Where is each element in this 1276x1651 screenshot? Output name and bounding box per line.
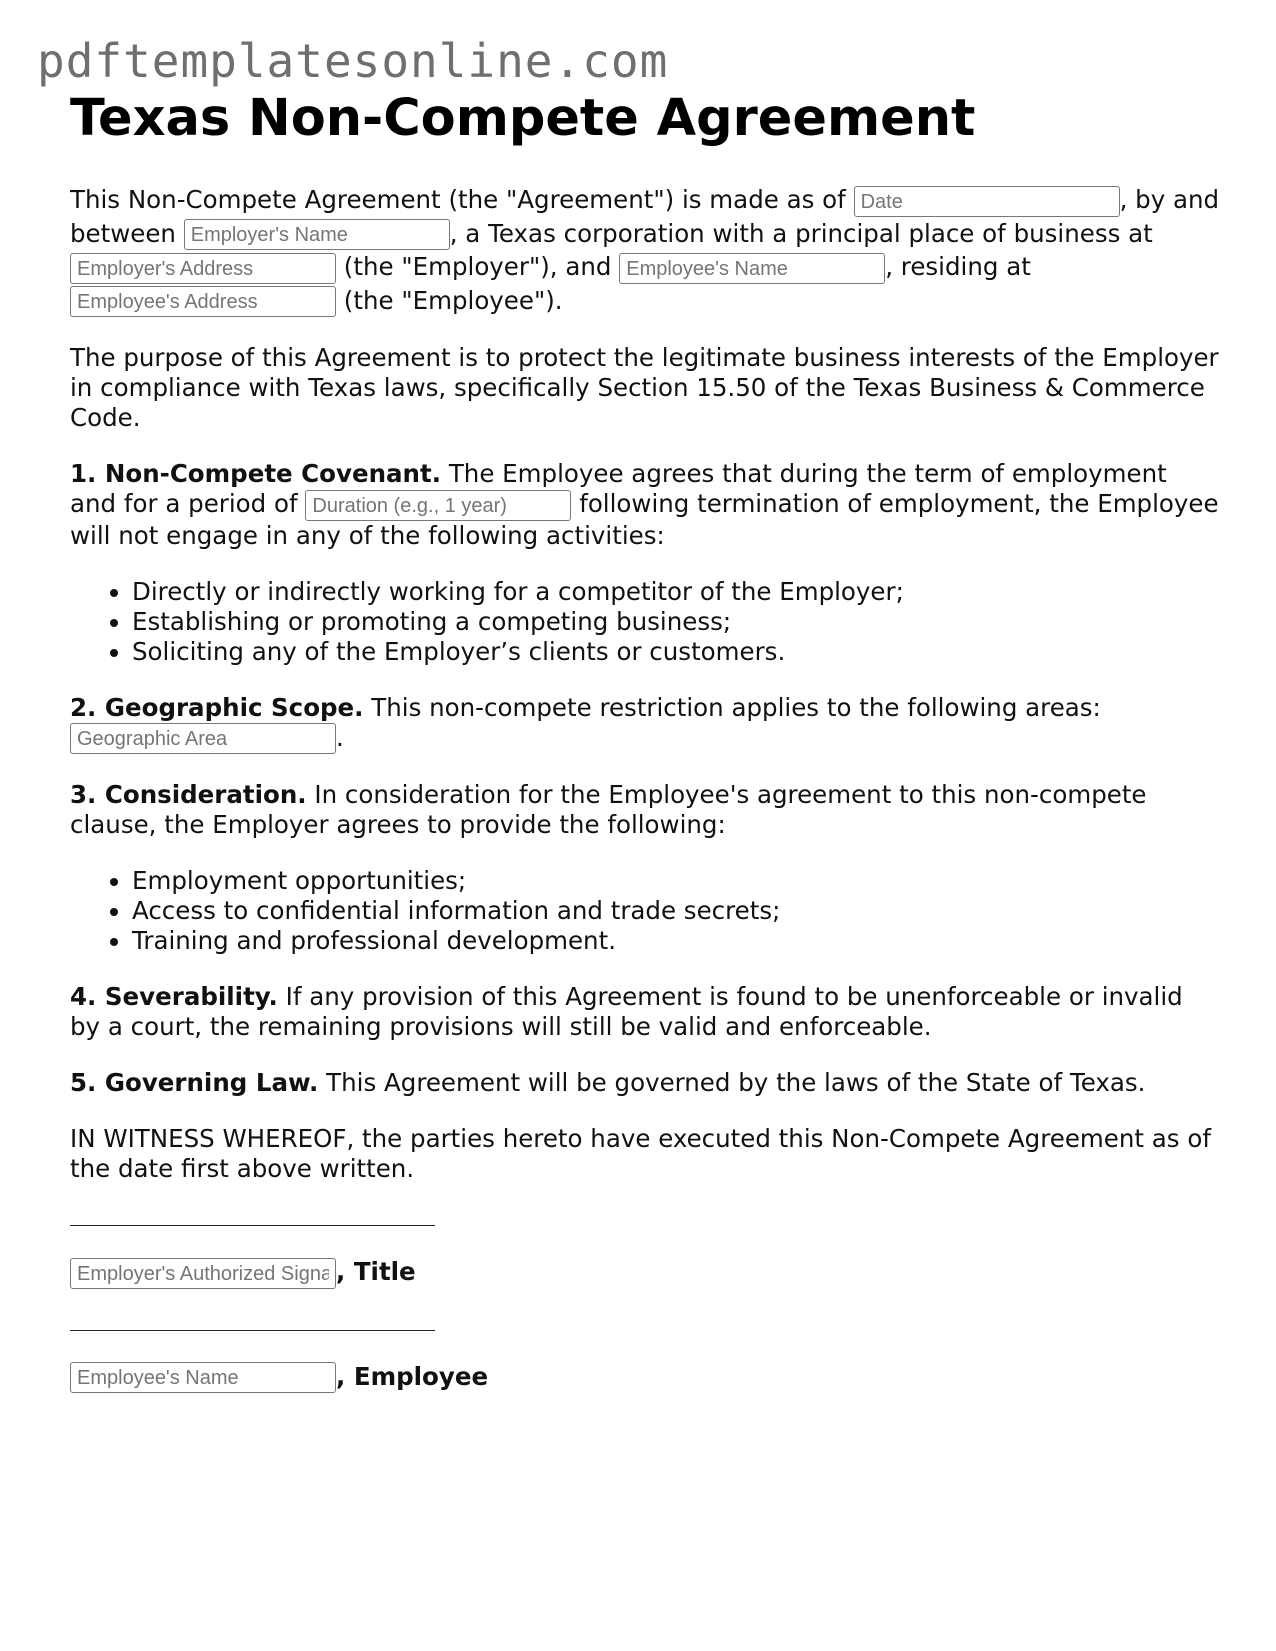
employer-name-field[interactable] (184, 219, 450, 250)
section-consideration: 3. Consideration. In consideration for the Employee's agreement to this non-compete clause, the Employer agrees to provide the following: (70, 780, 1147, 839)
employee-signature-name-field[interactable] (70, 1362, 336, 1393)
page-title: Texas Non-Compete Agreement (70, 89, 976, 148)
purpose-paragraph: The purpose of this Agreement is to protect the legitimate business interests of the Employer in compliance with Texas laws, specifically Section 15.50 of the Texas Business & Commerce Code. (70, 343, 1219, 432)
section-heading: 3. Consideration. (70, 780, 307, 809)
section-heading: 2. Geographic Scope. (70, 692, 364, 722)
list-item: • Directly or indirectly working for a competitor of the Employer; (132, 577, 1220, 607)
title-label: , Title (336, 1257, 416, 1286)
document (70, 88, 1220, 1393)
employee-name-field[interactable] (619, 253, 885, 284)
section-heading: 5. Governing Law. (70, 1068, 319, 1097)
employee-address-field[interactable] (70, 286, 336, 317)
section-severability: 4. Severability. If any provision of this Agreement is found to be unenforceable or invalid by a court, the remaining provisions will still be valid and enforceable. (70, 982, 1183, 1041)
witness-paragraph: IN WITNESS WHEREOF, the parties hereto have executed this Non-Compete Agreement as of the date first above written. (70, 1124, 1211, 1183)
duration-field[interactable] (305, 490, 571, 521)
list-item: • Soliciting any of the Employer’s clients or customers. (132, 637, 1220, 667)
list-item: • Establishing or promoting a competing business; (132, 607, 1220, 637)
employer-signatory-field[interactable] (70, 1258, 336, 1289)
employer-signature-row (70, 1256, 1220, 1289)
employer-signature-line (70, 1224, 435, 1226)
section-non-compete: 1. Non-Compete Covenant. The Employee agrees that during the term of employment and for a period of Duration (e.g., 1 year) following termination of employment, the Employee will not engage in any of the following activities: (70, 459, 1220, 551)
section-governing-law: 5. Governing Law. This Agreement will be governed by the laws of the State of Texas. (70, 1068, 1146, 1097)
employee-label: , Employee (336, 1361, 489, 1391)
section-heading: 1. Non-Compete Covenant. (70, 459, 442, 488)
employer-address-field[interactable] (70, 253, 336, 284)
section-geographic-scope: 2. Geographic Scope. This non-compete restriction applies to the following areas: Geographic Area. (70, 693, 1220, 755)
watermark: pdftemplatesonline.com (37, 34, 669, 88)
employee-signature-line (70, 1329, 435, 1331)
section-heading: 4. Severability. (70, 982, 278, 1011)
consideration-list (70, 866, 1220, 956)
list-item: • Employment opportunities; (132, 866, 1220, 896)
list-item: • Access to confidential information and trade secrets; (132, 896, 1220, 926)
list-item: • Training and professional development. (132, 926, 1220, 956)
employee-signature-row (70, 1361, 1220, 1394)
intro-paragraph: This Non-Compete Agreement (the "Agreement") is made as of Date , by and between Employer's Name , a Texas corporation with a principal place of business at Employer's Address (the "Employer"), and Employee's Name , residing at Employee's Address (the "Employee"). (70, 183, 1220, 317)
date-field[interactable] (854, 186, 1120, 217)
activities-list (70, 577, 1220, 667)
geographic-area-field[interactable] (70, 723, 336, 754)
